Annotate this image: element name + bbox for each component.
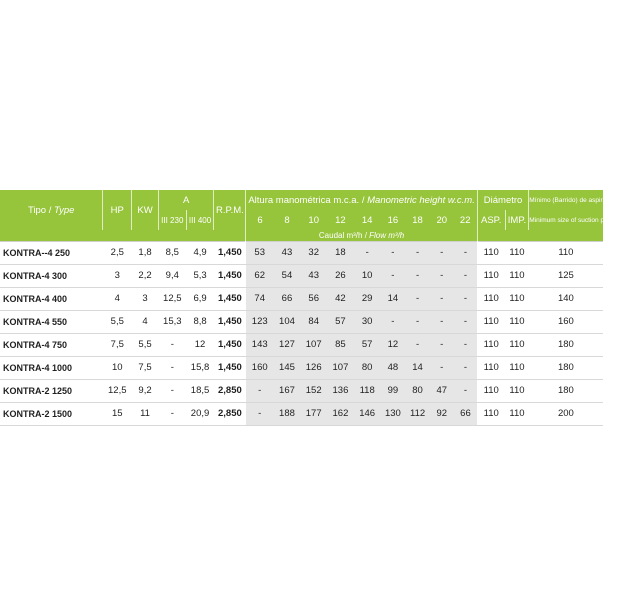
table-row xyxy=(0,264,603,287)
hp-cell: 4 xyxy=(114,293,120,304)
flow-cell: 66 xyxy=(274,287,301,310)
imp-header: IMP. xyxy=(505,210,529,230)
flow-cell: - xyxy=(454,287,478,310)
kw-cell: 2,2 xyxy=(138,270,152,281)
flow-cell: 14 xyxy=(405,356,430,379)
kw-cell: 1,8 xyxy=(132,241,159,264)
rpm-cell: 2,850 xyxy=(217,385,242,396)
min-suction-cell: 110 xyxy=(529,241,603,264)
min-suction-cell: 180 xyxy=(557,385,574,396)
asp-cell: 110 xyxy=(483,316,499,327)
flow-cell: - xyxy=(454,241,478,264)
min-header-es: Mínimo (Barrido) de aspiración xyxy=(529,190,603,210)
flow-cell: 84 xyxy=(300,310,327,333)
rpm-header: R.P.M. xyxy=(214,190,246,230)
type-header: Tipo / Type xyxy=(0,190,103,230)
model-name: KONTRA-4 550 xyxy=(3,316,68,327)
diameter-header: Diámetro xyxy=(477,190,528,210)
flow-cell: - xyxy=(430,287,454,310)
flow-cell: - xyxy=(381,264,406,287)
table-row xyxy=(0,310,603,333)
flow-cell: 74 xyxy=(246,287,274,310)
flow-cell: 146 xyxy=(354,402,381,425)
imp-cell: 110 xyxy=(509,408,525,419)
table-row xyxy=(0,379,603,402)
flow-cell: - xyxy=(246,402,274,425)
flow-cell: 53 xyxy=(246,241,274,264)
kw-cell: 11 xyxy=(140,408,150,419)
flow-cell: - xyxy=(246,379,274,402)
a230-cell: 15,3 xyxy=(163,316,182,327)
kw-cell: 9,2 xyxy=(138,385,152,396)
flow-cell: - xyxy=(381,310,406,333)
imp-cell: 110 xyxy=(509,362,525,373)
min-suction-cell: 125 xyxy=(557,270,574,281)
flow-cell: 26 xyxy=(327,264,354,287)
flow-col-22: 22 xyxy=(454,210,478,230)
flow-cell: - xyxy=(430,241,454,264)
asp-cell: 110 xyxy=(483,293,499,304)
flow-cell: 188 xyxy=(274,402,301,425)
min-suction-cell: 180 xyxy=(557,362,574,373)
flow-cell: - xyxy=(430,356,454,379)
flow-header: Caudal m³/h / Flow m³/h xyxy=(246,230,478,241)
a400-cell: 12 xyxy=(194,339,206,350)
asp-header: ASP. xyxy=(477,210,505,230)
model-name: KONTRA-4 300 xyxy=(3,270,68,281)
height-header: Altura manométrica m.c.a. / Manometric height w.c.m. xyxy=(246,190,478,210)
flow-cell: - xyxy=(405,264,430,287)
rpm-cell: 1,450 xyxy=(217,270,242,281)
kw-cell: 5,5 xyxy=(138,339,152,350)
flow-cell: - xyxy=(405,241,430,264)
flow-cell: 43 xyxy=(300,264,327,287)
flow-cell: 123 xyxy=(246,310,274,333)
rpm-cell: 1,450 xyxy=(217,316,242,327)
table-row xyxy=(0,287,603,310)
model-name: KONTRA--4 250 xyxy=(0,241,103,264)
flow-cell: 57 xyxy=(327,310,354,333)
flow-cell: 10 xyxy=(354,264,381,287)
table-row xyxy=(0,356,603,379)
flow-cell: - xyxy=(454,333,478,356)
min-suction-cell: 200 xyxy=(557,408,574,419)
hp-cell: 3 xyxy=(114,270,120,281)
flow-cell: 152 xyxy=(300,379,327,402)
rpm-cell: 2,850 xyxy=(217,408,242,419)
flow-cell: 130 xyxy=(381,402,406,425)
flow-cell: 112 xyxy=(405,402,430,425)
a400-cell: 18,5 xyxy=(190,385,210,396)
kw-cell: 3 xyxy=(142,293,148,304)
flow-cell: 43 xyxy=(274,241,301,264)
flow-cell: 177 xyxy=(300,402,327,425)
flow-cell: 118 xyxy=(354,379,381,402)
model-name: KONTRA-2 1250 xyxy=(3,385,73,396)
a230-cell: - xyxy=(170,362,174,373)
flow-cell: 57 xyxy=(354,333,381,356)
asp-cell: 110 xyxy=(483,408,499,419)
kw-header: KW xyxy=(132,190,159,230)
a400-cell: 15,8 xyxy=(190,362,210,373)
flow-cell: 143 xyxy=(246,333,274,356)
a230-cell: 9,4 xyxy=(165,270,179,281)
flow-cell: 14 xyxy=(381,287,406,310)
flow-cell: 99 xyxy=(381,379,406,402)
imp-cell: 110 xyxy=(509,270,525,281)
flow-cell: - xyxy=(430,264,454,287)
flow-cell: 29 xyxy=(354,287,381,310)
kw-cell: 4 xyxy=(142,316,148,327)
flow-cell: 32 xyxy=(300,241,327,264)
flow-col-16: 16 xyxy=(381,210,406,230)
model-name: KONTRA-4 1000 xyxy=(3,362,73,373)
a400-header: III 400 xyxy=(186,210,214,230)
flow-cell: 18 xyxy=(327,241,354,264)
table-row xyxy=(0,333,603,356)
model-name: KONTRA-4 400 xyxy=(3,293,68,304)
imp-cell: 110 xyxy=(509,339,525,350)
flow-cell: - xyxy=(381,241,406,264)
flow-cell: - xyxy=(454,356,478,379)
min-header-en: Minimum size of suction pipe xyxy=(529,210,603,230)
flow-cell: 107 xyxy=(327,356,354,379)
imp-cell: 110 xyxy=(509,293,525,304)
flow-cell: - xyxy=(454,310,478,333)
flow-cell: 62 xyxy=(246,264,274,287)
model-name: KONTRA-4 750 xyxy=(3,339,68,350)
imp-cell: 110 xyxy=(505,241,529,264)
flow-cell: 56 xyxy=(300,287,327,310)
asp-cell: 110 xyxy=(483,385,499,396)
imp-cell: 110 xyxy=(509,316,525,327)
hp-cell: 2,5 xyxy=(103,241,132,264)
a230-cell: - xyxy=(170,385,174,396)
flow-cell: 126 xyxy=(300,356,327,379)
flow-cell: - xyxy=(430,310,454,333)
min-suction-cell: 180 xyxy=(557,339,574,350)
flow-cell: 107 xyxy=(300,333,327,356)
flow-col-20: 20 xyxy=(430,210,454,230)
asp-cell: 110 xyxy=(477,241,505,264)
flow-cell: 85 xyxy=(327,333,354,356)
flow-cell: 30 xyxy=(354,310,381,333)
flow-cell: 167 xyxy=(274,379,301,402)
a230-cell: - xyxy=(170,408,174,419)
pump-spec-table xyxy=(0,190,618,426)
flow-col-10: 10 xyxy=(300,210,327,230)
asp-cell: 110 xyxy=(483,339,499,350)
flow-cell: 136 xyxy=(327,379,354,402)
a-header: A xyxy=(158,190,214,210)
imp-cell: 110 xyxy=(509,385,525,396)
a400-cell: 6,9 xyxy=(193,293,207,304)
flow-cell: 66 xyxy=(454,402,478,425)
flow-cell: 162 xyxy=(327,402,354,425)
flow-cell: 104 xyxy=(274,310,301,333)
rpm-cell: 1,450 xyxy=(217,293,242,304)
rpm-cell: 1,450 xyxy=(214,241,246,264)
hp-header: HP xyxy=(103,190,132,230)
hp-cell: 12,5 xyxy=(108,385,127,396)
flow-col-14: 14 xyxy=(354,210,381,230)
flow-cell: - xyxy=(405,310,430,333)
asp-cell: 110 xyxy=(483,362,499,373)
flow-cell: - xyxy=(430,333,454,356)
flow-cell: - xyxy=(405,287,430,310)
asp-cell: 110 xyxy=(483,270,499,281)
a400-cell: 5,3 xyxy=(193,270,207,281)
kw-cell: 7,5 xyxy=(138,362,152,373)
flow-cell: 145 xyxy=(274,356,301,379)
a230-cell: 8,5 xyxy=(158,241,186,264)
hp-cell: 10 xyxy=(111,362,123,373)
flow-cell: 54 xyxy=(274,264,301,287)
flow-cell: 160 xyxy=(246,356,274,379)
flow-cell: 47 xyxy=(430,379,454,402)
table-row xyxy=(0,402,603,425)
flow-cell: 80 xyxy=(405,379,430,402)
a230-cell: 12,5 xyxy=(163,293,182,304)
table-row xyxy=(0,241,603,264)
a230-cell: - xyxy=(170,339,174,350)
a400-cell: 20,9 xyxy=(190,408,210,419)
model-name: KONTRA-2 1500 xyxy=(3,408,73,419)
rpm-cell: 1,450 xyxy=(217,339,242,350)
min-suction-cell: 160 xyxy=(557,316,574,327)
flow-col-18: 18 xyxy=(405,210,430,230)
flow-cell: 92 xyxy=(430,402,454,425)
flow-cell: 80 xyxy=(354,356,381,379)
flow-cell: - xyxy=(454,264,478,287)
a230-header: III 230 xyxy=(158,210,186,230)
flow-col-8: 8 xyxy=(274,210,301,230)
flow-cell: 127 xyxy=(274,333,301,356)
flow-cell: 48 xyxy=(381,356,406,379)
flow-col-12: 12 xyxy=(327,210,354,230)
table-header xyxy=(0,190,618,241)
a400-cell: 8,8 xyxy=(193,316,207,327)
a400-cell: 4,9 xyxy=(186,241,214,264)
hp-cell: 7,5 xyxy=(110,339,124,350)
flow-cell: - xyxy=(454,379,478,402)
table-body xyxy=(0,241,603,425)
flow-cell: 42 xyxy=(327,287,354,310)
flow-col-6: 6 xyxy=(246,210,274,230)
hp-cell: 5,5 xyxy=(110,316,124,327)
min-suction-cell: 140 xyxy=(557,293,574,304)
flow-cell: 12 xyxy=(381,333,406,356)
rpm-cell: 1,450 xyxy=(217,362,242,373)
hp-cell: 15 xyxy=(111,408,123,419)
flow-cell: - xyxy=(354,241,381,264)
flow-cell: - xyxy=(405,333,430,356)
